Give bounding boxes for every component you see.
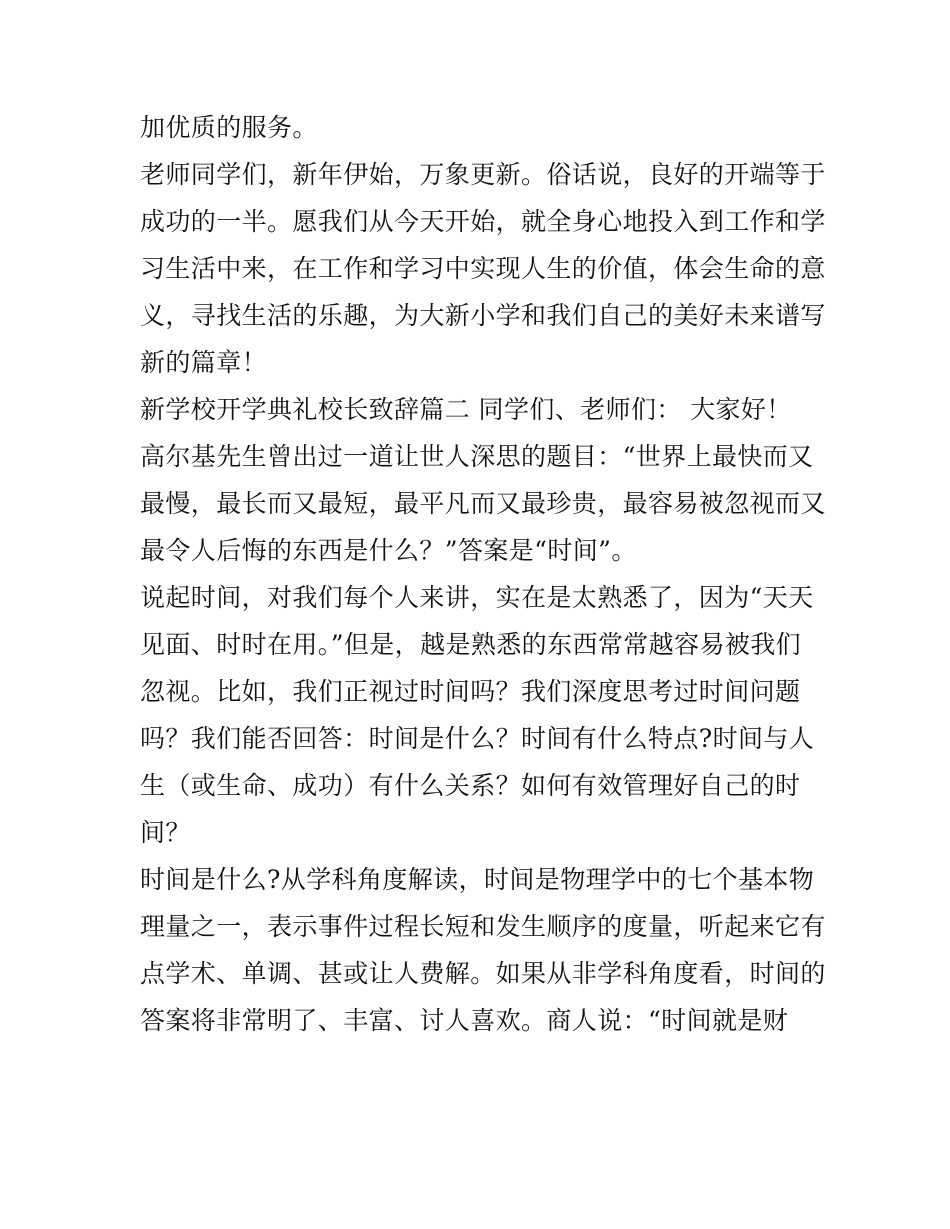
document-body bbox=[140, 108, 826, 1048]
text-line: 说起时间，对我们每个人来讲，实在是太熟悉了，因为“天天 bbox=[140, 583, 814, 612]
text-line: 加优质的服务。 bbox=[140, 113, 318, 142]
section-heading-line: 新学校开学典礼校长致辞篇二 同学们、老师们： 大家好！ bbox=[140, 395, 792, 424]
text-line: 生（或生命、成功）有什么关系？如何有效管理好自己的时 bbox=[140, 771, 801, 800]
text-line: 忽视。比如，我们正视过时间吗？我们深度思考过时间问题 bbox=[140, 677, 801, 706]
text-line: 点学术、单调、甚或让人费解。如果从非学科角度看，时间的 bbox=[140, 959, 826, 988]
text-line: 新的篇章！ bbox=[140, 348, 268, 377]
text-line: 理量之一，表示事件过程长短和发生顺序的度量，听起来它有 bbox=[140, 912, 826, 941]
text-line: 答案将非常明了、丰富、讨人喜欢。商人说：“时间就是财 bbox=[140, 1006, 789, 1035]
text-line: 吗？我们能否回答：时间是什么？时间有什么特点?时间与人 bbox=[140, 724, 815, 753]
text-line: 最令人后悔的东西是什么？”答案是“时间”。 bbox=[140, 536, 637, 565]
text-line: 习生活中来，在工作和学习中实现人生的价值，体会生命的意 bbox=[140, 254, 826, 283]
text-line: 间？ bbox=[140, 818, 191, 847]
text-line: 老师同学们，新年伊始，万象更新。俗话说，良好的开端等于 bbox=[140, 160, 826, 189]
text-line: 高尔基先生曾出过一道让世人深思的题目：“世界上最快而又 bbox=[140, 442, 814, 471]
text-line: 最慢，最长而又最短，最平凡而又最珍贵，最容易被忽视而又 bbox=[140, 489, 826, 518]
text-line: 时间是什么?从学科角度解读，时间是物理学中的七个基本物 bbox=[140, 865, 815, 894]
text-line: 成功的一半。愿我们从今天开始，就全身心地投入到工作和学 bbox=[140, 207, 826, 236]
text-line: 见面、时时在用。”但是，越是熟悉的东西常常越容易被我们 bbox=[140, 630, 802, 659]
text-line: 义，寻找生活的乐趣，为大新小学和我们自己的美好未来谱写 bbox=[140, 301, 826, 330]
